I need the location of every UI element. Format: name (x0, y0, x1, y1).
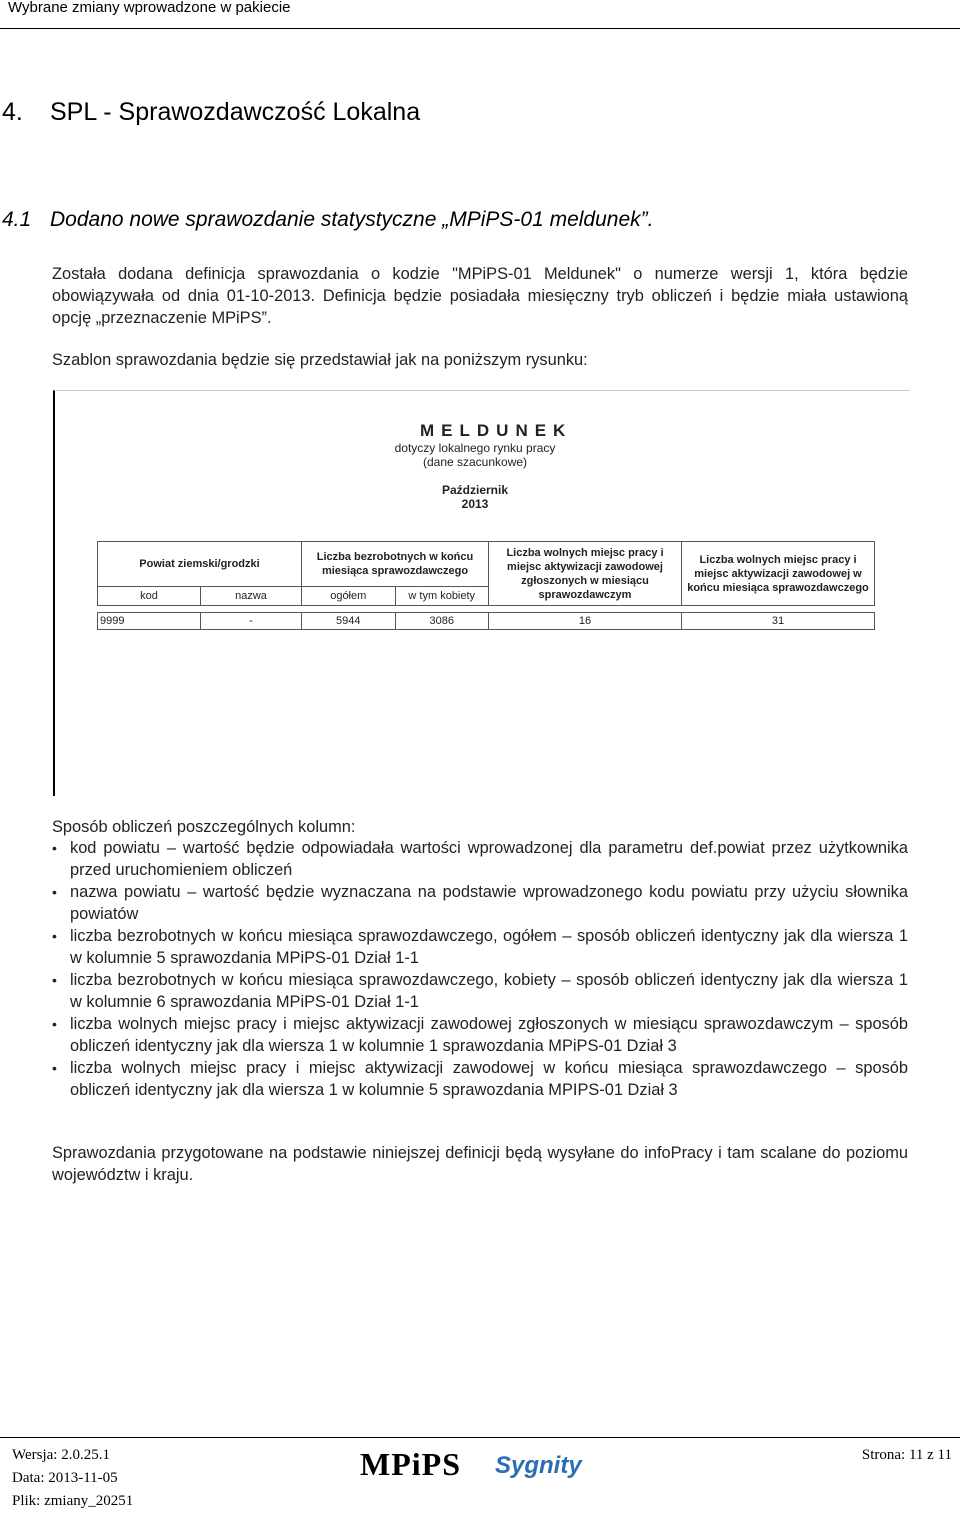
header-title: Wybrane zmiany wprowadzone w pakiecie (8, 0, 291, 16)
list-item-text: liczba wolnych miejsc pracy i miejsc aktywizacji zawodowej zgłoszonych w miesiącu sprawozdawczym – sposób obliczeń identyczny jak dla wiersza 1 w kolumnie 1 sprawozdania MPiPS-01 Dział 3 (70, 1015, 908, 1055)
figure-subtitle: dotyczy lokalnego rynku pracy (394, 441, 556, 455)
list-item (52, 1058, 908, 1101)
footer-divider (0, 1437, 960, 1438)
list-item-text: liczba bezrobotnych w końcu miesiąca sprawozdawczego, kobiety – sposób obliczeń identyczny jak dla wiersza 1 w kolumnie 6 sprawozdania MPiPS-01 Dział 1-1 (70, 971, 908, 1011)
bullet-icon: • (52, 972, 57, 988)
footer-date: Data: 2013-11-05 (12, 1470, 118, 1486)
subheader-cell-kobiety: w tym kobiety (395, 587, 489, 606)
cell-kobiety: 3086 (395, 613, 489, 630)
section-title: SPL - Sprawozdawczość Lokalna (50, 98, 421, 126)
list-item (52, 926, 908, 969)
figure-month: Październik (441, 483, 509, 497)
footer-version: Wersja: 2.0.25.1 (12, 1447, 110, 1463)
closing-paragraph: Sprawozdania przygotowane na podstawie niniejszej definicji będą wysyłane do infoPracy i tam scalane do poziomu województw i kraju. (52, 1144, 908, 1184)
list-item-text: liczba bezrobotnych w końcu miesiąca sprawozdawczego, ogółem – sposób obliczeń identyczny jak dla wiersza 1 w kolumnie 5 sprawozdania MPiPS-01 Dział 1-1 (70, 927, 908, 967)
footer-page-number: Strona: 11 z 11 (861, 1447, 952, 1463)
footer-file: Plik: zmiany_20251 (12, 1493, 134, 1509)
cell-ogolem: 5944 (302, 613, 396, 630)
subheader-cell-ogolem: ogółem (302, 587, 396, 606)
list-item (52, 838, 908, 881)
list-item-text: liczba wolnych miejsc pracy i miejsc aktywizacji zawodowej w końcu miesiąca sprawozdawczego – sposób obliczeń identyczny jak dla wiersza 1 w kolumnie 5 sprawozdania MPIPS-01 Dział 3 (70, 1059, 908, 1099)
bullet-icon: • (52, 840, 57, 856)
figure-title: MELDUNEK (420, 421, 573, 440)
list-item (52, 1014, 908, 1057)
header-cell-wolne-zgloszone: Liczba wolnych miejsc pracy i miejsc aktywizacji zawodowej zgłoszonych w miesiącu sprawozdawczym (489, 542, 682, 606)
list-item-text: kod powiatu – wartość będzie odpowiadała wartości wprowadzonej dla parametru def.powiat przez użytkownika przed uruchomieniem obliczeń (70, 839, 908, 879)
subsection-number: 4.1 (2, 208, 32, 231)
bullet-icon: • (52, 1016, 57, 1032)
list-item (52, 882, 908, 925)
subsection-title: Dodano nowe sprawozdanie statystyczne „MPiPS-01 meldunek”. (50, 208, 654, 231)
figure-subtitle-note: (dane szacunkowe) (422, 455, 528, 469)
table-row (98, 613, 875, 630)
page-header (0, 0, 960, 29)
header-cell-powiat: Powiat ziemski/grodzki (98, 542, 302, 587)
cell-zgloszone: 16 (489, 613, 682, 630)
cell-nazwa: - (201, 613, 302, 630)
list-item (52, 970, 908, 1013)
header-cell-wolne-koniec: Liczba wolnych miejsc pracy i miejsc aktywizacji zawodowej w końcu miesiąca sprawozdawczego (682, 542, 875, 606)
template-paragraph: Szablon sprawozdania będzie się przedstawiał jak na poniższym rysunku: (52, 351, 588, 369)
table-spacer (98, 606, 875, 613)
column-rules-list (52, 838, 908, 1102)
header-cell-bezrobotni: Liczba bezrobotnych w końcu miesiąca sprawozdawczego (302, 542, 489, 587)
mpips-logo: MPiPS (360, 1446, 461, 1482)
report-template-figure (53, 390, 910, 796)
subheader-cell-nazwa: nazwa (201, 587, 302, 606)
figure-year: 2013 (461, 497, 489, 511)
bullet-icon: • (52, 884, 57, 900)
bullet-icon: • (52, 928, 57, 944)
sygnity-logo: Sygnity (495, 1452, 582, 1479)
meldunek-table (97, 541, 875, 630)
bullet-icon: • (52, 1060, 57, 1076)
list-item-text: nazwa powiatu – wartość będzie wyznaczana na podstawie wprowadzonego kodu powiatu przy użyciu słownika powiatów (70, 883, 908, 923)
list-intro: Sposób obliczeń poszczególnych kolumn: (52, 818, 356, 836)
subsection-heading (2, 204, 653, 236)
section-number: 4. (2, 98, 23, 126)
subheader-cell-kod: kod (98, 587, 201, 606)
cell-koniec: 31 (682, 613, 875, 630)
intro-paragraph: Została dodana definicja sprawozdania o kodzie "MPiPS-01 Meldunek" o numerze wersji 1, która będzie obowiązywała od dnia 01-10-2013. Definicja będzie posiadała miesięczny tryb obliczeń i będzie miała ustawioną opcję „przeznaczenie MPiPS”. (52, 265, 908, 327)
cell-kod: 9999 (98, 613, 201, 630)
section-heading (2, 96, 420, 128)
